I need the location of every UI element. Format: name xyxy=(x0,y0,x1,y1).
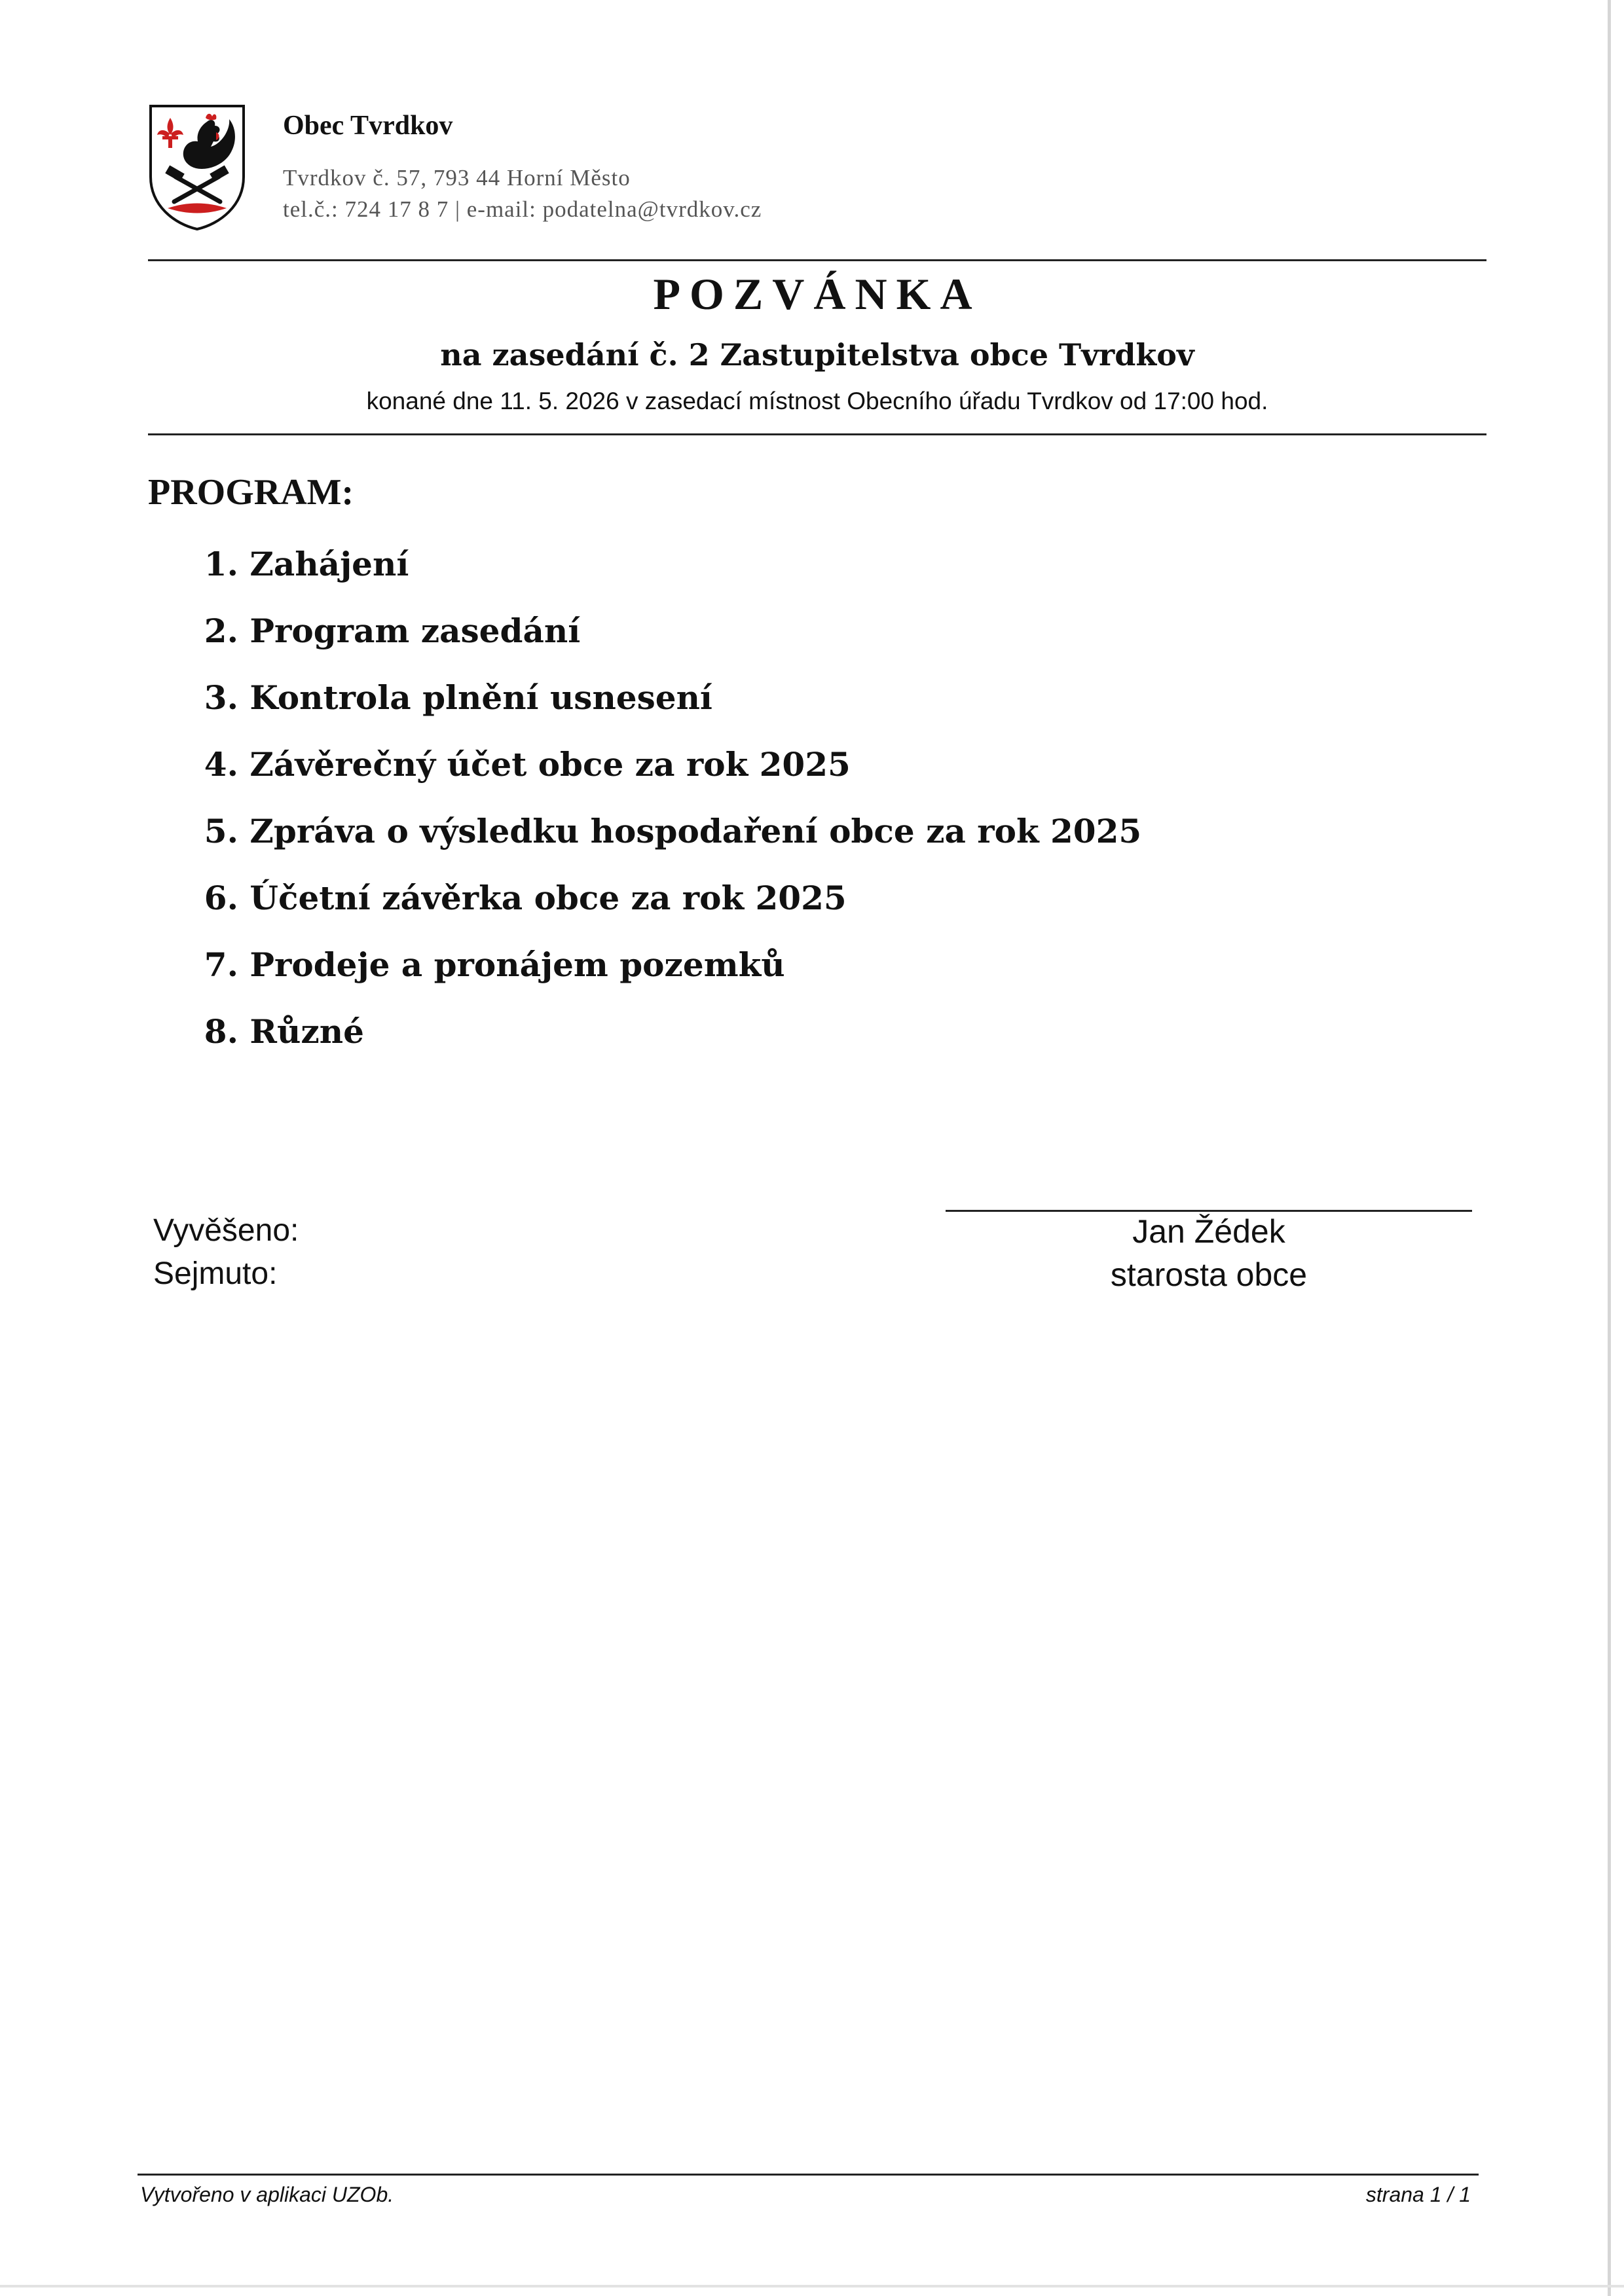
item-number: 8. xyxy=(204,1012,238,1051)
item-text: Prodeje a pronájem pozemků xyxy=(249,945,785,984)
signer-role: starosta obce xyxy=(1110,1256,1308,1293)
removed-label: Sejmuto: xyxy=(153,1256,278,1291)
org-address: Tvrdkov č. 57, 793 44 Horní Město xyxy=(283,165,631,191)
footer-created-with: Vytvořeno v aplikaci UZOb. xyxy=(140,2183,394,2206)
footer-divider xyxy=(138,2174,1479,2176)
program-item xyxy=(194,879,1141,945)
item-number: 3. xyxy=(204,678,238,717)
meeting-info: konané dne 11. 5. 2026 v zasedací místnost Obecního úřadu Tvrdkov od 17:00 hod. xyxy=(366,388,1268,414)
item-number: 7. xyxy=(204,945,238,984)
item-text: Různé xyxy=(249,1012,364,1051)
item-text: Program zasedání xyxy=(249,611,581,650)
item-text: Zpráva o výsledku hospodaření obce za rok 2025 xyxy=(249,812,1142,850)
scan-edge-right xyxy=(1608,0,1611,2296)
program-item xyxy=(194,545,1141,611)
coat-of-arms-icon xyxy=(148,103,246,232)
org-contact: tel.č.: 724 17 8 7 | e-mail: podatelna@tvrdkov.cz xyxy=(283,196,762,222)
signature-line xyxy=(946,1210,1472,1212)
item-text: Kontrola plnění usnesení xyxy=(249,678,712,717)
page-number: strana 1 / 1 xyxy=(1365,2183,1471,2206)
scan-edge-bottom xyxy=(0,2285,1624,2287)
item-number: 6. xyxy=(204,879,238,917)
signer-name: Jan Žédek xyxy=(1132,1213,1285,1250)
program-heading: PROGRAM: xyxy=(148,472,354,513)
program-item xyxy=(194,745,1141,812)
item-text: Zahájení xyxy=(249,545,409,583)
title-divider xyxy=(148,433,1486,435)
item-number: 2. xyxy=(204,611,238,650)
program-list xyxy=(194,545,1141,1079)
posted-label: Vyvěšeno: xyxy=(153,1213,299,1248)
item-number: 4. xyxy=(204,745,238,784)
item-number: 5. xyxy=(204,812,238,850)
item-text: Účetní závěrka obce za rok 2025 xyxy=(249,879,847,917)
document-subtitle: na zasedání č. 2 Zastupitelstva obce Tvrdkov xyxy=(440,337,1194,373)
document-title: POZVÁNKA xyxy=(653,269,982,319)
program-item xyxy=(194,945,1141,1012)
program-item xyxy=(194,1012,1141,1079)
program-item xyxy=(194,812,1141,879)
item-number: 1. xyxy=(204,545,238,583)
item-text: Závěrečný účet obce za rok 2025 xyxy=(249,745,851,784)
program-item xyxy=(194,611,1141,678)
program-item xyxy=(194,678,1141,745)
org-name: Obec Tvrdkov xyxy=(283,111,453,141)
header-divider xyxy=(148,259,1486,261)
